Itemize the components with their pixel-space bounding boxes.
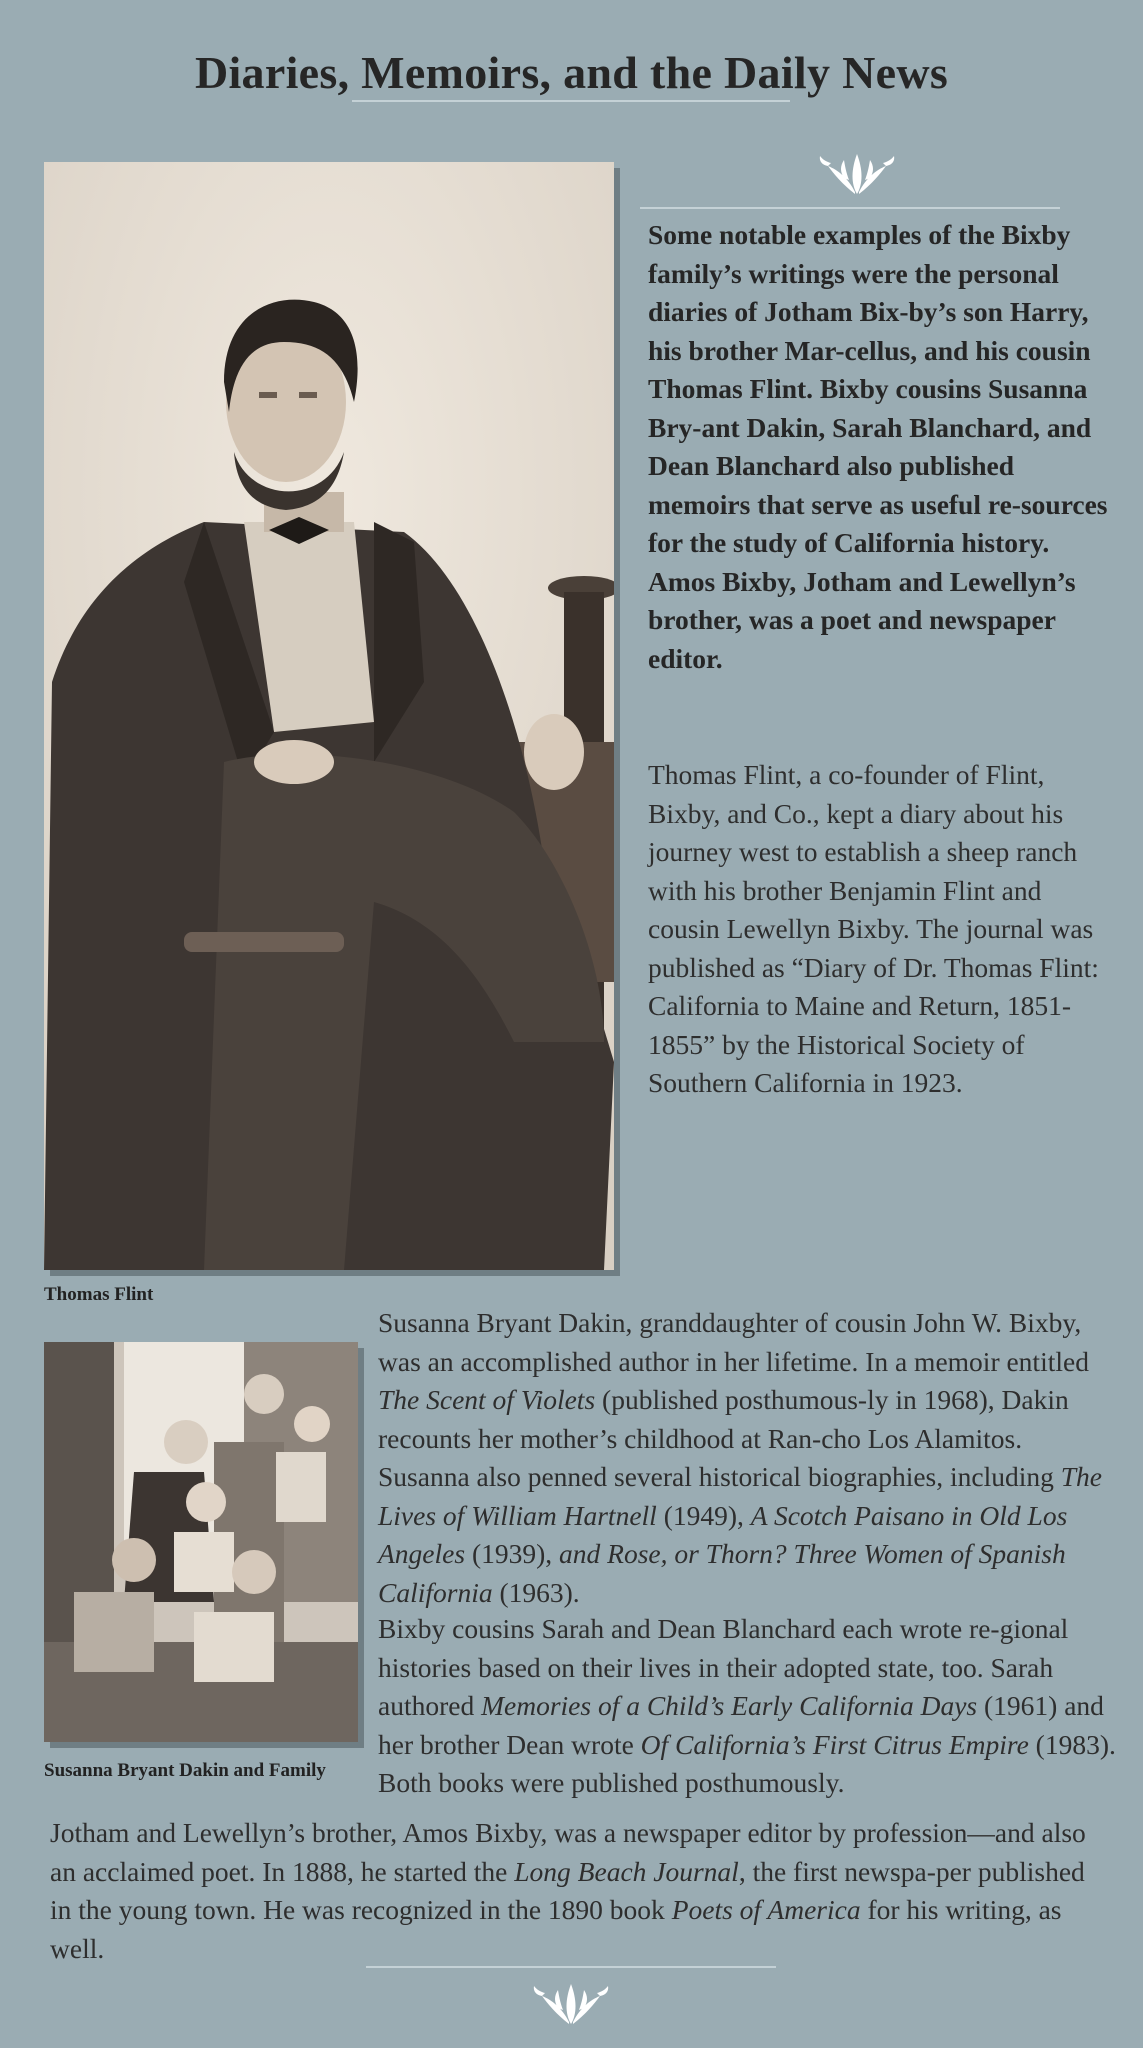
lily-ornament-icon [818, 148, 896, 198]
section-rule [366, 1966, 776, 1968]
title-underline [352, 100, 790, 102]
intro-paragraph: Some notable examples of the Bixby family’s writings were the personal diaries of Jotham Bix-by’s son Harry, his brother Mar-cellus, and his cousin Thomas Flint. Bixby cousins Susanna Bry-ant Dakin, Sarah Blanchard, and Dean Blanchard also published memoirs that serve as useful re-sources for the study of California history. Amos Bixby, Jotham and Lewellyn’s brother, was a poet and newspaper editor. [648, 219, 1108, 674]
dakin-paragraph: Susanna Bryant Dakin, granddaughter of cousin John W. Bixby, was an accomplished author in her lifetime. In a memoir entitled The Scent of Violets (published posthumous-ly in 1968), Dakin recounts her mother’s childhood at Ran-cho Los Alamitos. Susanna also penned several historical biographies, including The Lives of William Hartnell (1949), A Scotch Paisano in Old Los Angeles (1939), and Rose, or Thorn? Three Women of Spanish California (1963). [378, 1307, 1102, 1608]
photo-caption: Susanna Bryant Dakin and Family [44, 1760, 326, 1781]
flint-paragraph: Thomas Flint, a co-founder of Flint, Bixby, and Co., kept a diary about his journey west to establish a sheep ranch with his brother Benjamin Flint and cousin Lewellyn Bixby. The journal was published as “Diary of Dr. Thomas Flint: California to Maine and Return, 1851-1855” by the Historical Society of Southern California in 1923. [648, 759, 1099, 1098]
photo-caption: Thomas Flint [44, 1284, 154, 1305]
page-title: Diaries, Memoirs, and the Daily News [194, 47, 949, 98]
section-rule [640, 207, 1060, 209]
blanchard-paragraph: Bixby cousins Sarah and Dean Blanchard each wrote re-gional histories based on their lives in their adopted state, too. Sarah authored Memories of a Child’s Early California Days (1961) and her brother Dean wrote Of California’s First Citrus Empire (1983). Both books were published posthumously. [378, 1613, 1116, 1798]
thomas-flint-photo [44, 162, 614, 1270]
lily-ornament-icon [532, 1978, 610, 2028]
amos-paragraph: Jotham and Lewellyn’s brother, Amos Bixby, was a newspaper editor by profession—and also an acclaimed poet. In 1888, he started the Long Beach Journal, the first newspa-per published in the young town. He was recognized in the 1890 book Poets of America for his writing, as well. [50, 1817, 1086, 1964]
dakin-family-photo [44, 1342, 358, 1742]
